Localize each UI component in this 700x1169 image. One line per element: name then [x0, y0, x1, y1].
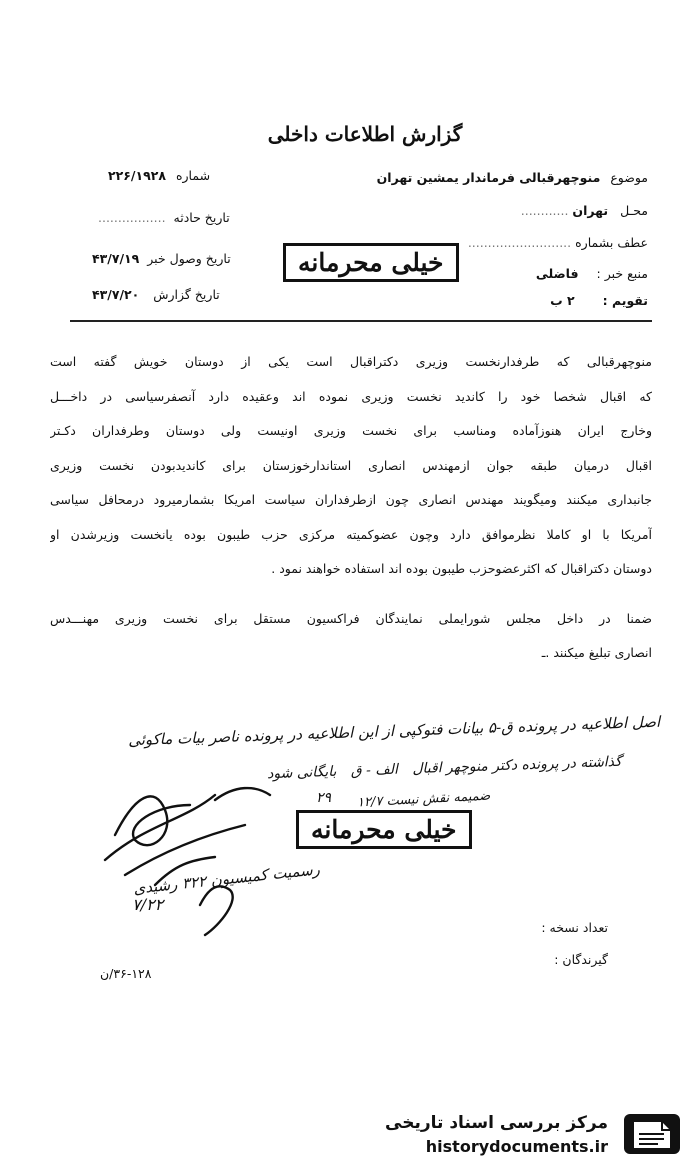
source-value: فاضلی: [535, 266, 579, 281]
subject-label: موضوع: [610, 170, 648, 185]
document-code: ۳۶-۱۲۸/ن: [100, 966, 152, 981]
watermark-url[interactable]: historydocuments.ir: [425, 1137, 608, 1156]
received-date-label: تاریخ وصول خبر: [147, 251, 231, 266]
subject-value: منوچهرقبالی فرماندار یمشین تهران: [376, 170, 601, 185]
handwritten-line-6: ۷/۲۲: [132, 895, 164, 914]
header-divider: [70, 320, 652, 322]
number-row: [108, 168, 210, 183]
subject-row: [377, 170, 648, 185]
body-line: منوچهرقبالی که طرفدارنخست وزیری دکتراقبال است یکی از دوستان خویش گفته است: [50, 354, 652, 369]
source-label: منبع خبر :: [596, 266, 648, 281]
report-date-label: تاریخ گزارش: [153, 287, 220, 302]
body-line: وخارج ایران هنوزآماده ومناسب برای نخست وزیری اونیست ولی دوستان وطرفداران دکـتر: [50, 423, 652, 438]
classification-stamp: خیلی محرمانه: [283, 243, 459, 282]
event-date-row: تاریخ حادثه .................: [98, 210, 230, 225]
source-row: [536, 266, 648, 281]
copies-label: تعداد نسخه :: [541, 920, 608, 935]
recipients-row: [554, 952, 608, 967]
handwritten-line-4: ضمیمه نقش نیست ۱۲/۷: [356, 788, 491, 811]
body-line: جانبداری میکنند ومیگویند مهندس انصاری چون ازطرفداران سیاست امریکا بشمارمیرود درمحافل سیاسی: [50, 492, 652, 507]
handwritten-archive: بایگانی شود: [267, 763, 337, 783]
reference-label: عطف بشماره: [575, 235, 648, 250]
handwritten-text: گذاشته در پرونده دکتر منوچهر اقبال: [412, 753, 623, 778]
report-note: [50, 602, 652, 670]
number-value: ۲۲۶/۱۹۲۸: [108, 168, 166, 183]
rating-value: ۲ ب: [550, 293, 575, 308]
copies-row: [541, 920, 608, 935]
number-label: شماره: [175, 168, 211, 183]
report-body: [50, 345, 652, 587]
note-line: انصاری تبلیغ میکنند .ـ: [541, 645, 652, 660]
body-line: که اقبال شخصا خود را کاندید نخست وزیری نموده اند وعقیده دارد آنصفرسیاسی در داخـــل: [50, 388, 652, 404]
report-date-value: ۴۳/۷/۲۰: [92, 287, 140, 302]
body-line: آمریکا با او کاملا نظرموافق دارد وچون عضوکمیته مرکزی حزب طیبون بوده یانخست وزیرشدن او: [50, 526, 652, 542]
report-date-row: [92, 287, 220, 302]
body-line: دوستان دکتراقبال که اکثرعضوحزب طیبون بوده اند استفاده خواهند نمود .: [271, 561, 652, 576]
file-reference-number: ۲۹: [316, 790, 332, 806]
event-date-label: تاریخ حادثه: [173, 210, 230, 225]
body-line: اقبال درمیان طبقه جوان ازمهندس انصاری استاندارخوزستان برای کاندیدبودن نخست وزیری: [50, 457, 652, 473]
document-center-logo-icon: [618, 1108, 688, 1160]
handwritten-line-5: رسمیت کمیسیون ۳۲۲ رشیدی: [132, 860, 321, 898]
reference-row: عطف بشماره ..........................: [467, 235, 648, 250]
received-date-row: [92, 251, 231, 266]
note-line: ضمنا در داخل مجلس شورایملی نمایندگان فراکسیون مستقل برای نخست وزیری مهنـــدس: [50, 611, 652, 626]
recipients-label: گیرندگان :: [554, 952, 608, 967]
handwritten-line-2: [267, 754, 622, 782]
place-value: تهران: [572, 203, 609, 218]
place-row: محـل تهران ............: [520, 203, 648, 218]
classification-stamp-bottom: خیلی محرمانه: [296, 810, 472, 849]
report-title: گزارش اطلاعات داخلی: [267, 122, 463, 146]
rating-label: تقویم :: [602, 293, 648, 308]
watermark-name: مرکز بررسی اسناد تاریخی: [385, 1113, 608, 1133]
rating-row: [550, 293, 648, 308]
place-label: محـل: [620, 203, 648, 218]
handwritten-line-1: اصل اطلاعیه در پرونده ق-۵ بیانات فتوکپی از این اطلاعیه در پرونده ناصر بیات ماکوئی: [127, 712, 661, 750]
file-reference: الف - ق: [350, 761, 399, 780]
signature-scribble: [95, 765, 315, 945]
received-date-value: ۴۳/۷/۱۹: [92, 251, 140, 266]
